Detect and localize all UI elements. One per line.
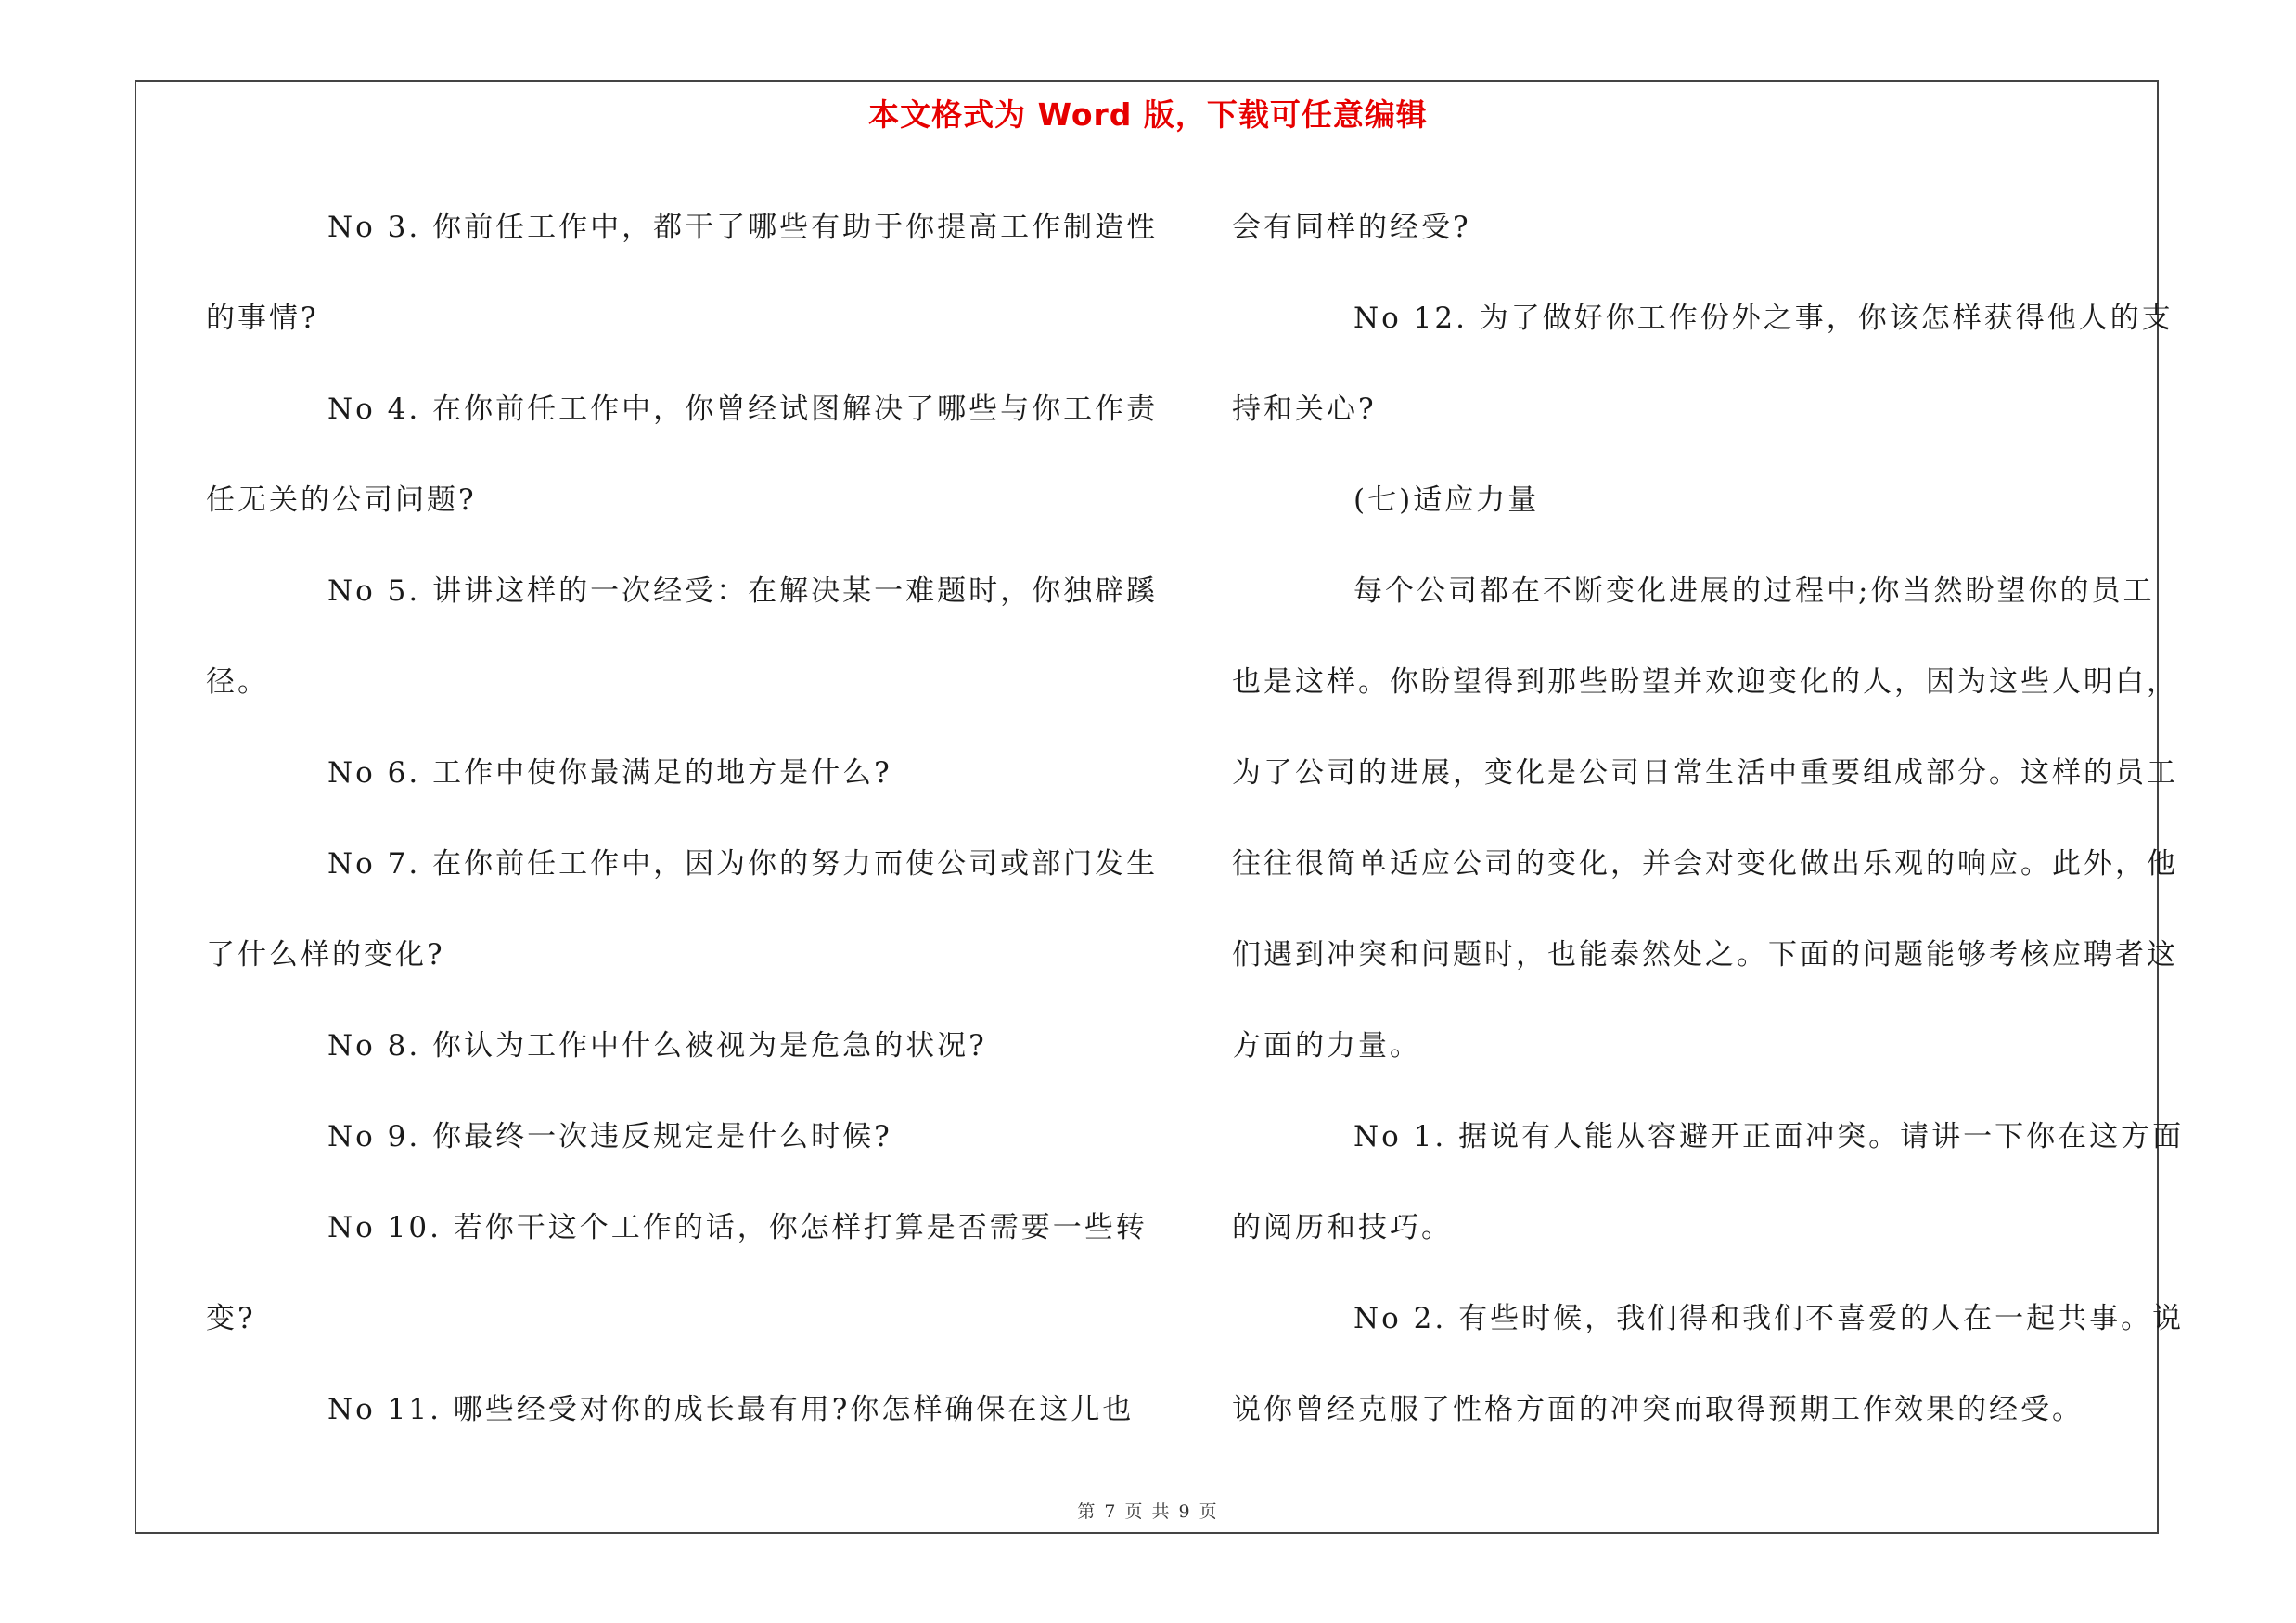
text-line: 方面的力量。 bbox=[1232, 1029, 1421, 1063]
text-line: 的阅历和技巧。 bbox=[1232, 1211, 1453, 1244]
text-line: 径。 bbox=[206, 665, 269, 699]
text-line: 任无关的公司问题? bbox=[206, 483, 477, 517]
text-line: 每个公司都在不断变化进展的过程中;你当然盼望你的员工 bbox=[1353, 574, 2155, 608]
text-line: 们遇到冲突和问题时，也能泰然处之。下面的问题能够考核应聘者这 bbox=[1232, 938, 2178, 972]
section-heading: (七)适应力量 bbox=[1353, 483, 1540, 517]
text-line: No 1. 据说有人能从容避开正面冲突。请讲一下你在这方面 bbox=[1353, 1120, 2185, 1153]
page-number-footer: 第 7 页 共 9 页 bbox=[1077, 1501, 1219, 1522]
text-line: No 3. 你前任工作中，都干了哪些有助于你提高工作制造性 bbox=[327, 211, 1159, 244]
text-line: No 4. 在你前任工作中，你曾经试图解决了哪些与你工作责 bbox=[327, 393, 1159, 426]
text-line: 会有同样的经受? bbox=[1232, 211, 1471, 244]
text-line: No 8. 你认为工作中什么被视为是危急的状况? bbox=[327, 1029, 987, 1063]
text-line: 往往很简单适应公司的变化，并会对变化做出乐观的响应。此外，他 bbox=[1232, 847, 2178, 881]
text-line: No 12. 为了做好你工作份外之事，你该怎样获得他人的支 bbox=[1353, 302, 2174, 335]
text-line: 变? bbox=[206, 1302, 256, 1335]
word-format-banner: 本文格式为 Word 版，下载可任意编辑 bbox=[868, 97, 1428, 133]
text-line: No 6. 工作中使你最满足的地方是什么? bbox=[327, 756, 892, 790]
text-line: 为了公司的进展，变化是公司日常生活中重要组成部分。这样的员工 bbox=[1232, 756, 2178, 790]
text-line: No 2. 有些时候，我们得和我们不喜爱的人在一起共事。说 bbox=[1353, 1302, 2185, 1335]
text-line: 持和关心? bbox=[1232, 393, 1377, 426]
left-column bbox=[206, 182, 1159, 1455]
text-line: No 11. 哪些经受对你的成长最有用?你怎样确保在这儿也 bbox=[327, 1393, 1135, 1426]
text-line: 的事情? bbox=[206, 302, 319, 335]
text-line: No 10. 若你干这个工作的话，你怎样打算是否需要一些转 bbox=[327, 1211, 1148, 1244]
right-column bbox=[1232, 182, 2185, 1455]
text-line: No 7. 在你前任工作中，因为你的努力而使公司或部门发生 bbox=[327, 847, 1159, 881]
text-line: No 5. 讲讲这样的一次经受：在解决某一难题时，你独辟蹊 bbox=[327, 574, 1159, 608]
text-line: 也是这样。你盼望得到那些盼望并欢迎变化的人，因为这些人明白， bbox=[1232, 665, 2178, 699]
text-line: 说你曾经克服了性格方面的冲突而取得预期工作效果的经受。 bbox=[1232, 1393, 2084, 1426]
text-line: 了什么样的变化? bbox=[206, 938, 445, 972]
text-line: No 9. 你最终一次违反规定是什么时候? bbox=[327, 1120, 892, 1153]
